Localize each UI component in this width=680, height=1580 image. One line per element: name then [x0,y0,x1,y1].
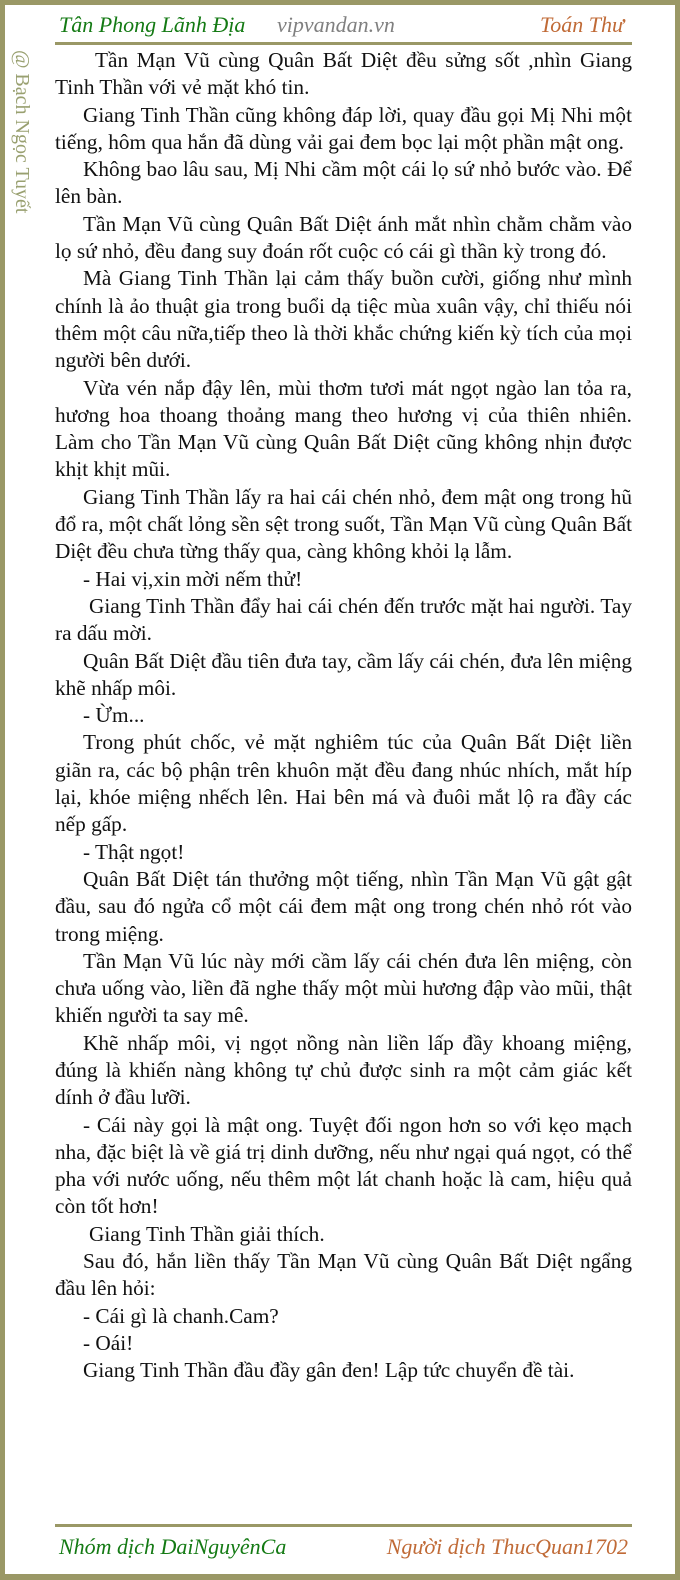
site-name: vipvandan.vn [277,12,395,37]
dialogue-line: - Ừm... [83,703,145,728]
dialogue-line: - Cái này gọi là mật ong. Tuyệt đối ngon hơn so với kẹo mạch nha, đặc biệt là về giá trị dinh dưỡng, nếu như ngại quá ngọt, có thể pha với nước uống, nếu thêm một lát chanh hoặc là cam, hiệu quả còn tốt hơn! [55,1112,632,1219]
paragraph: Quân Bất Diệt tán thưởng một tiếng, nhìn Tần Mạn Vũ gật gật đầu, sau đó ngửa cổ một cái đem mật ong trong chén nhỏ rót vào trong miệng. [55,866,632,946]
paragraph: Giang Tinh Thần cũng không đáp lời, quay đầu gọi Mị Nhi một tiếng, hôm qua hắn đã dùng vải gai đem bọc lại một phần mật ong. [55,102,632,154]
dialogue-line: - Cái gì là chanh.Cam? [83,1303,279,1328]
paragraph: Sau đó, hắn liền thấy Tần Mạn Vũ cùng Quân Bất Diệt ngẩng đầu lên hỏi: [55,1249,632,1301]
paragraph: Khẽ nhấp môi, vị ngọt nồng nàn liền lấp đầy khoang miệng, đúng là khiến nàng không tự chủ được sinh ra một cảm giác kết dính ở đầu lưỡi. [55,1030,632,1110]
paragraph: Không bao lâu sau, Mị Nhi cầm một cái lọ sứ nhỏ bước vào. Để lên bàn. [55,157,632,209]
paragraph: Giang Tinh Thần đẩy hai cái chén đến trước mặt hai người. Tay ra dấu mời. [55,593,632,646]
author-name: Toán Thư [540,12,624,37]
page-header [55,9,632,39]
footer-divider [55,1524,632,1527]
side-credit [7,50,37,270]
page-footer [55,1531,632,1563]
paragraph: Vừa vén nắp đậy lên, mùi thơm tươi mát ngọt ngào lan tỏa ra, hương hoa thoang thoảng mang theo hương vị của thiên nhiên. Làm cho Tần Mạn Vũ cùng Quân Bất Diệt cũng không nhịn được khịt khịt mũi. [55,375,632,482]
paragraph: Tần Mạn Vũ lúc này mới cầm lấy cái chén đưa lên miệng, còn chưa uống vào, liền đã nghe thấy một mùi hương đập vào mũi, thật khiến người ta say mê. [55,948,632,1028]
chapter-body [55,47,632,1385]
header-divider [55,42,632,45]
side-credit-text: @ Bạch Ngọc Tuyết [11,50,33,214]
paragraph: Giang Tinh Thần giải thích. [89,1221,325,1246]
dialogue-line: - Hai vị,xin mời nếm thử! [83,566,303,591]
book-title: Tân Phong Lãnh Địa [59,12,246,37]
dialogue-line: - Oái! [83,1330,134,1355]
paragraph: Tần Mạn Vũ cùng Quân Bất Diệt ánh mắt nhìn chằm chằm vào lọ sứ nhỏ, đều đang suy đoán rốt cuộc có cái gì thần kỳ trong đó. [55,211,632,264]
page [5,5,675,1574]
paragraph: Tần Mạn Vũ cùng Quân Bất Diệt đều sửng sốt ,nhìn Giang Tinh Thần với vẻ mặt khó tin. [55,48,632,100]
paragraph: Quân Bất Diệt đầu tiên đưa tay, cầm lấy cái chén, đưa lên miệng khẽ nhấp môi. [55,648,632,700]
translation-group: Nhóm dịch DaiNguyênCa [59,1534,287,1559]
dialogue-line: - Thật ngọt! [83,839,185,864]
paragraph: Giang Tinh Thần đầu đầy gân đen! Lập tức chuyển đề tài. [83,1358,575,1383]
paragraph: Trong phút chốc, vẻ mặt nghiêm túc của Quân Bất Diệt liền giãn ra, các bộ phận trên khuôn mặt đều đang nhúc nhích, mắt híp lại, khóe miệng nhếch lên. Hai bên má và đuôi mắt lộ ra đầy các nếp gấp. [55,730,632,837]
translator-name: Người dịch ThucQuan1702 [386,1534,628,1559]
paragraph: Giang Tinh Thần lấy ra hai cái chén nhỏ, đem mật ong trong hũ đổ ra, một chất lỏng sền sệt trong suốt, Tần Mạn Vũ cùng Quân Bất Diệt đều chưa từng thấy qua, càng không khỏi lạ lẫm. [55,484,632,564]
paragraph: Mà Giang Tinh Thần lại cảm thấy buồn cười, giống như mình chính là ảo thuật gia trong buổi dạ tiệc mùa xuân vậy, chỉ thiếu nói thêm một câu nữa,tiếp theo là thời khắc chứng kiến kỳ tích của mọi người bên dưới. [55,266,632,373]
